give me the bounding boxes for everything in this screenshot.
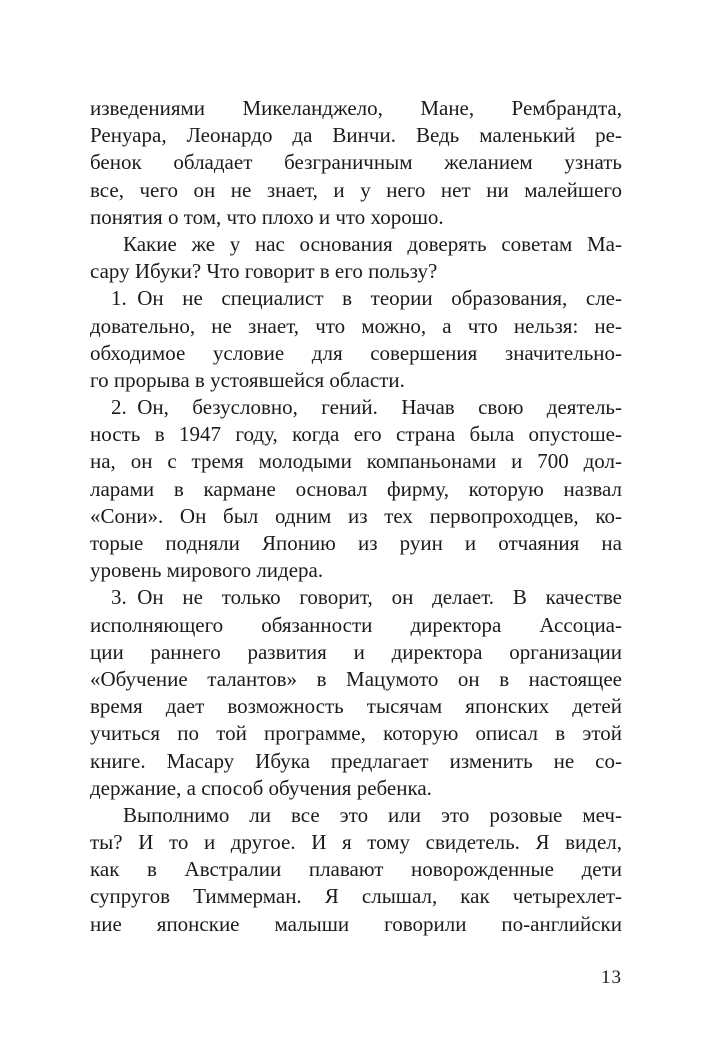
text-line: изведениями Микеланджело, Мане, Рембрандта, (90, 96, 622, 120)
text-line: ты? И то и другое. И я тому свидетель. Я видел, (90, 830, 622, 855)
text-line: сару Ибуки? Что говорит в его пользу? (90, 259, 438, 284)
text-line: ларами в кармане основал фирму, которую назвал (90, 476, 622, 501)
text-line: довательно, не знает, что можно, а что нельзя: не- (90, 313, 622, 338)
text-line: супругов Тиммерман. Я слышал, как четырехлет- (90, 884, 622, 909)
paragraph (90, 394, 622, 584)
text-line: на, он с тремя молодыми компаньонами и 700 дол- (90, 449, 622, 474)
text-line: все, чего он не знает, и у него нет ни малейшего (90, 177, 622, 202)
paragraph (90, 584, 622, 802)
page-number: 13 (601, 967, 622, 988)
text-line: ции раннего развития и директора организации (90, 639, 622, 664)
text-line: го прорыва в устоявшейся области. (90, 367, 405, 392)
text-line: учиться по той программе, которую описал в этой (90, 721, 622, 746)
paragraph (90, 231, 622, 285)
text-line: время дает возможность тысячам японских детей (90, 694, 622, 719)
text-line: «Обучение талантов» в Мацумото он в настоящее (90, 666, 622, 691)
text-line: «Сони». Он был одним из тех первопроходцев, ко- (90, 503, 622, 528)
paragraph (90, 285, 622, 394)
text-line: Выполнимо ли все это или это розовые меч- (123, 802, 622, 827)
text-line: держание, а способ обучения ребенка. (90, 775, 432, 800)
text-line: Какие же у нас основания доверять советам Ма- (123, 231, 622, 256)
text-line: исполняющего обязанности директора Ассоциа- (90, 612, 622, 637)
text-line: Ренуара, Леонардо да Винчи. Ведь маленький ре- (90, 123, 622, 148)
page-text (90, 95, 622, 938)
text-line: 2. Он, безусловно, гений. Начав свою деятель- (111, 395, 622, 420)
text-line: книге. Масару Ибука предлагает изменить не со- (90, 748, 622, 773)
text-line: 1. Он не специалист в теории образования, сле- (111, 286, 622, 311)
text-line: понятия о том, что плохо и что хорошо. (90, 204, 444, 229)
paragraph (90, 802, 622, 938)
text-line: ние японские малыши говорили по-английски (90, 911, 622, 936)
text-line: обходимое условие для совершения значительно- (90, 340, 622, 365)
text-line: как в Австралии плавают новорожденные дети (90, 857, 622, 882)
text-line: бенок обладает безграничным желанием узнать (90, 150, 622, 175)
text-line: уровень мирового лидера. (90, 558, 324, 583)
text-line: торые подняли Японию из руин и отчаяния на (90, 531, 622, 555)
text-line: 3. Он не только говорит, он делает. В качестве (111, 585, 622, 610)
paragraph (90, 95, 622, 231)
text-line: ность в 1947 году, когда его страна была опустоше- (90, 422, 622, 447)
